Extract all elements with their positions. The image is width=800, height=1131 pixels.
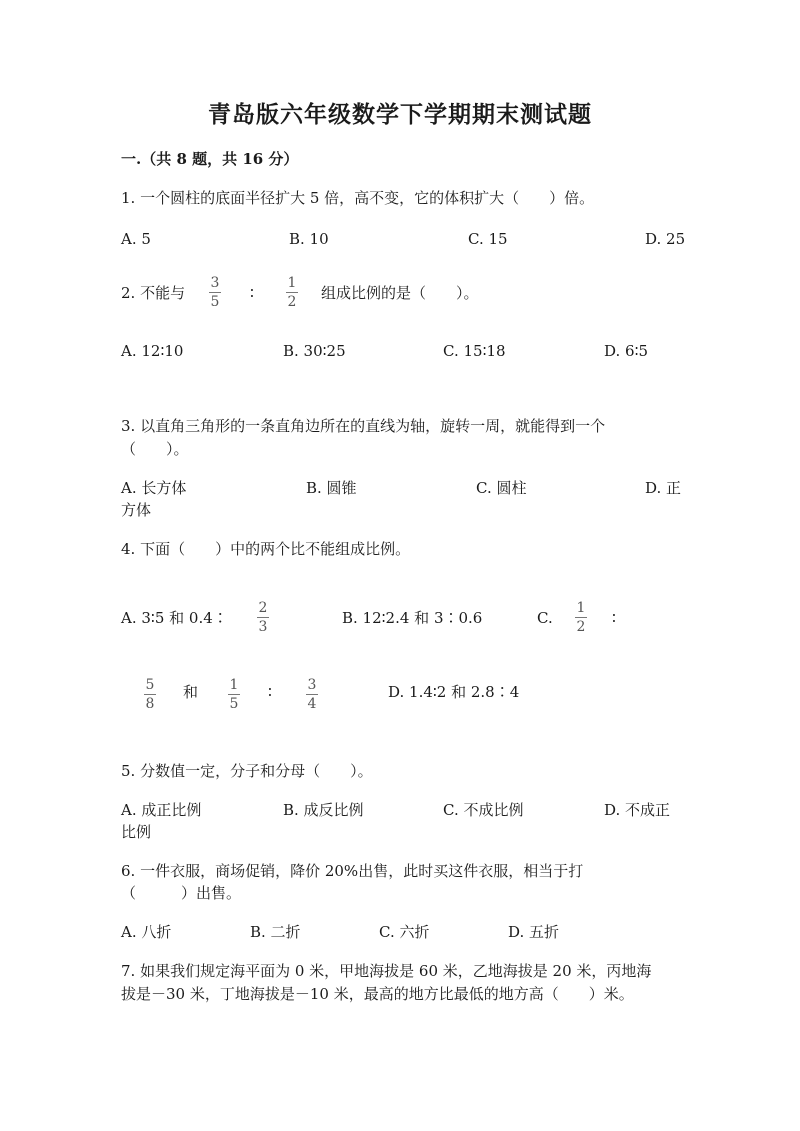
fraction-numerator: 2 [258,600,268,616]
question-1-stem: 1. 一个圆柱的底面半径扩大 5 倍，高不变，它的体积扩大（ ）倍。 [121,189,595,207]
fraction-denominator: 4 [307,696,317,712]
fraction-bar [257,617,269,618]
question-7-stem-line-1: 7. 如果我们规定海平面为 0 米，甲地海拔是 60 米，乙地海拔是 20 米，丙地海 [121,962,652,980]
fraction-denominator: 5 [229,696,239,712]
question-4-ratio-colon: ∶ [612,609,616,627]
question-2-stem-suffix: 组成比例的是（ ）。 [321,284,479,302]
question-3-option-b: B. 圆锥 [306,479,357,497]
question-4-option-d: D. 1.4∶2 和 2.8∶4 [388,683,520,701]
question-4-fraction-1-5 [228,677,240,712]
question-6-option-b: B. 二折 [250,923,301,941]
question-1-option-b: B. 10 [289,230,329,248]
question-4-fraction-1-2 [575,600,587,635]
question-2-option-d: D. 6∶5 [604,342,649,360]
fraction-denominator: 3 [258,619,268,635]
question-5-option-c: C. 不成比例 [443,801,524,819]
question-4-stem: 4. 下面（ ）中的两个比不能组成比例。 [121,540,411,558]
fraction-denominator: 2 [576,619,586,635]
fraction-numerator: 3 [307,677,317,693]
question-2-ratio-colon: ∶ [250,284,254,302]
page-title: 青岛版六年级数学下学期期末测试题 [208,101,592,128]
fraction-bar [209,292,221,293]
fraction-numerator: 1 [576,600,586,616]
fraction-bar [575,617,587,618]
question-4-option-a: A. 3∶5 和 0.4∶ [121,609,228,627]
fraction-bar [144,694,156,695]
question-4-fraction-2-3 [257,600,269,635]
fraction-numerator: 1 [287,275,297,291]
fraction-denominator: 8 [145,696,155,712]
question-4-ratio-colon-2: ∶ [268,683,272,701]
question-5-option-d: D. 不成正 [604,801,671,819]
question-6-option-d: D. 五折 [508,923,560,941]
question-3-option-d-wrap: 方体 [121,501,152,519]
question-2-option-c: C. 15∶18 [443,342,506,360]
question-2-fraction-1-2 [286,275,298,310]
question-3-option-a: A. 长方体 [121,479,187,497]
question-3-option-c: C. 圆柱 [476,479,527,497]
fraction-denominator: 5 [210,294,220,310]
fraction-bar [286,292,298,293]
question-4-option-c: C. [537,609,553,627]
question-2-stem-prefix: 2. 不能与 [121,284,186,302]
question-3-stem-line-1: 3. 以直角三角形的一条直角边所在的直线为轴，旋转一周，就能得到一个 [121,417,606,435]
fraction-numerator: 3 [210,275,220,291]
question-2-fraction-3-5 [209,275,221,310]
question-1-option-d: D. 25 [645,230,686,248]
fraction-bar [228,694,240,695]
question-5-option-d-wrap: 比例 [121,823,152,841]
question-1-option-c: C. 15 [468,230,508,248]
question-3-stem-line-2: （ ）。 [121,440,189,458]
question-2-option-a: A. 12∶10 [121,342,184,360]
question-6-stem-line-1: 6. 一件衣服，商场促销，降价 20%出售，此时买这件衣服，相当于打 [121,862,584,880]
section-heading: 一.（共 8 题，共 16 分） [121,150,299,168]
question-4-option-b: B. 12∶2.4 和 3∶0.6 [342,609,483,627]
question-6-option-a: A. 八折 [121,923,172,941]
question-7-stem-line-2: 拔是－30 米，丁地海拔是－10 米，最高的地方比最低的地方高（ ）米。 [121,985,634,1003]
question-5-stem: 5. 分数值一定，分子和分母（ ）。 [121,762,373,780]
question-4-fraction-3-4 [306,677,318,712]
question-4-conjunction: 和 [183,683,199,701]
question-3-option-d: D. 正 [645,479,682,497]
fraction-numerator: 1 [229,677,239,693]
fraction-bar [306,694,318,695]
fraction-numerator: 5 [145,677,155,693]
question-6-stem-line-2: （ ）出售。 [121,884,242,902]
question-5-option-a: A. 成正比例 [121,801,202,819]
fraction-denominator: 2 [287,294,297,310]
question-6-option-c: C. 六折 [379,923,430,941]
question-4-fraction-5-8 [144,677,156,712]
question-2-option-b: B. 30∶25 [283,342,346,360]
question-5-option-b: B. 成反比例 [283,801,364,819]
question-1-option-a: A. 5 [121,230,151,248]
